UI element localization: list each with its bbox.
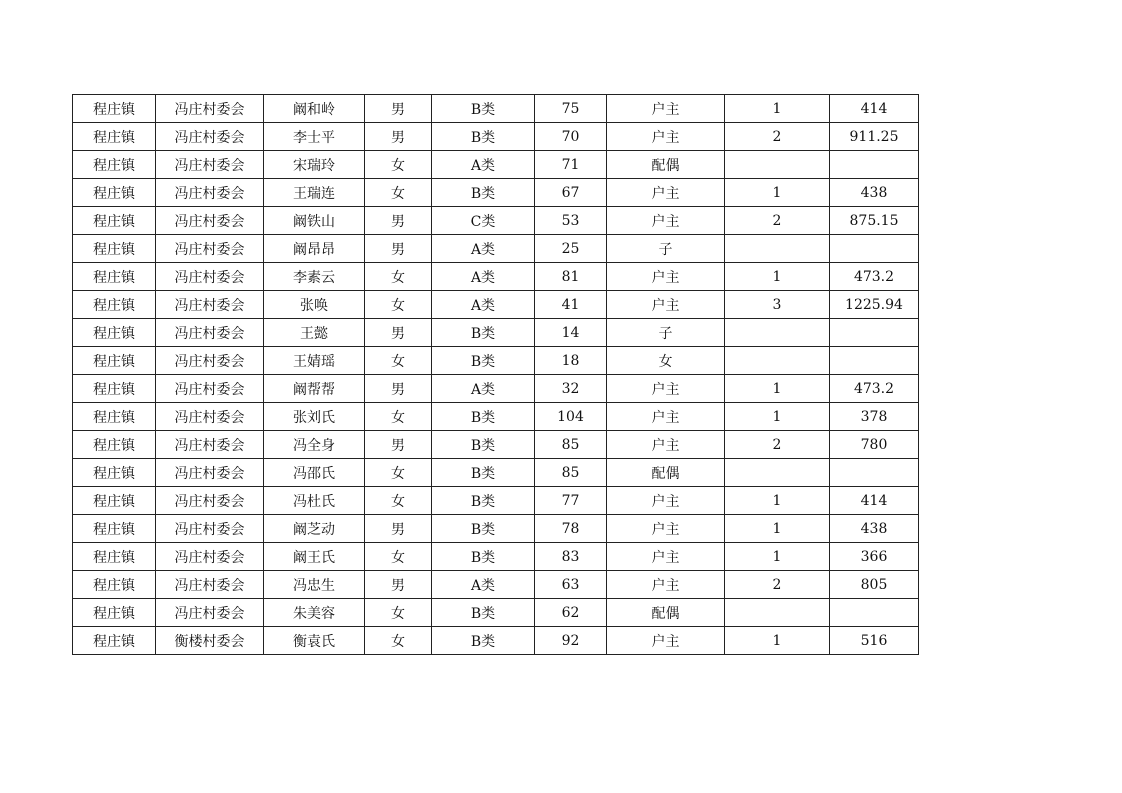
category-cell: B类 — [432, 515, 535, 543]
relation-cell: 户主 — [607, 543, 725, 571]
age-cell: 53 — [535, 207, 607, 235]
name-cell: 衡袁氏 — [264, 627, 365, 655]
age-cell: 25 — [535, 235, 607, 263]
town-cell: 程庄镇 — [73, 235, 156, 263]
amount-cell: 911.25 — [830, 123, 919, 151]
town-cell: 程庄镇 — [73, 487, 156, 515]
age-cell: 41 — [535, 291, 607, 319]
relation-cell: 户主 — [607, 431, 725, 459]
village-committee-cell: 冯庄村委会 — [156, 459, 264, 487]
name-cell: 冯邵氏 — [264, 459, 365, 487]
household-count-cell: 2 — [725, 123, 830, 151]
age-cell: 32 — [535, 375, 607, 403]
category-cell: B类 — [432, 543, 535, 571]
town-cell: 程庄镇 — [73, 571, 156, 599]
amount-cell: 438 — [830, 179, 919, 207]
town-cell: 程庄镇 — [73, 403, 156, 431]
relation-cell: 配偶 — [607, 151, 725, 179]
town-cell: 程庄镇 — [73, 179, 156, 207]
gender-cell: 男 — [365, 235, 432, 263]
gender-cell: 男 — [365, 207, 432, 235]
village-committee-cell: 冯庄村委会 — [156, 599, 264, 627]
age-cell: 83 — [535, 543, 607, 571]
category-cell: A类 — [432, 571, 535, 599]
gender-cell: 男 — [365, 123, 432, 151]
village-committee-cell: 冯庄村委会 — [156, 319, 264, 347]
name-cell: 王懿 — [264, 319, 365, 347]
table-row — [73, 627, 919, 655]
village-committee-cell: 冯庄村委会 — [156, 179, 264, 207]
table-row — [73, 431, 919, 459]
name-cell: 李素云 — [264, 263, 365, 291]
table-row — [73, 263, 919, 291]
household-count-cell: 1 — [725, 543, 830, 571]
amount-cell: 378 — [830, 403, 919, 431]
amount-cell: 473.2 — [830, 263, 919, 291]
relation-cell: 户主 — [607, 515, 725, 543]
table-row — [73, 319, 919, 347]
table-row — [73, 543, 919, 571]
table-row — [73, 207, 919, 235]
category-cell: A类 — [432, 291, 535, 319]
village-committee-cell: 冯庄村委会 — [156, 571, 264, 599]
age-cell: 85 — [535, 459, 607, 487]
gender-cell: 男 — [365, 431, 432, 459]
category-cell: B类 — [432, 123, 535, 151]
gender-cell: 女 — [365, 151, 432, 179]
table-row — [73, 599, 919, 627]
town-cell: 程庄镇 — [73, 291, 156, 319]
name-cell: 冯杜氏 — [264, 487, 365, 515]
name-cell: 阚和岭 — [264, 95, 365, 123]
amount-cell: 805 — [830, 571, 919, 599]
relation-cell: 女 — [607, 347, 725, 375]
amount-cell: 516 — [830, 627, 919, 655]
household-count-cell: 1 — [725, 487, 830, 515]
village-committee-cell: 冯庄村委会 — [156, 291, 264, 319]
age-cell: 92 — [535, 627, 607, 655]
household-count-cell — [725, 235, 830, 263]
category-cell: C类 — [432, 207, 535, 235]
category-cell: B类 — [432, 459, 535, 487]
name-cell: 李士平 — [264, 123, 365, 151]
town-cell: 程庄镇 — [73, 95, 156, 123]
category-cell: B类 — [432, 319, 535, 347]
table-row — [73, 375, 919, 403]
household-count-cell: 1 — [725, 627, 830, 655]
household-count-cell — [725, 319, 830, 347]
amount-cell: 780 — [830, 431, 919, 459]
name-cell: 阚芝动 — [264, 515, 365, 543]
age-cell: 14 — [535, 319, 607, 347]
gender-cell: 女 — [365, 543, 432, 571]
category-cell: B类 — [432, 627, 535, 655]
town-cell: 程庄镇 — [73, 515, 156, 543]
town-cell: 程庄镇 — [73, 431, 156, 459]
amount-cell: 875.15 — [830, 207, 919, 235]
relation-cell: 户主 — [607, 627, 725, 655]
village-committee-cell: 冯庄村委会 — [156, 375, 264, 403]
amount-cell — [830, 599, 919, 627]
age-cell: 63 — [535, 571, 607, 599]
age-cell: 81 — [535, 263, 607, 291]
relation-cell: 户主 — [607, 403, 725, 431]
gender-cell: 男 — [365, 375, 432, 403]
relation-cell: 户主 — [607, 123, 725, 151]
relation-cell: 户主 — [607, 95, 725, 123]
relation-cell: 配偶 — [607, 459, 725, 487]
amount-cell: 1225.94 — [830, 291, 919, 319]
gender-cell: 男 — [365, 571, 432, 599]
age-cell: 62 — [535, 599, 607, 627]
gender-cell: 女 — [365, 291, 432, 319]
gender-cell: 女 — [365, 263, 432, 291]
town-cell: 程庄镇 — [73, 543, 156, 571]
table-row — [73, 179, 919, 207]
table-row — [73, 515, 919, 543]
name-cell: 张唤 — [264, 291, 365, 319]
category-cell: B类 — [432, 599, 535, 627]
table-row — [73, 123, 919, 151]
relation-cell: 户主 — [607, 179, 725, 207]
household-count-cell: 1 — [725, 375, 830, 403]
town-cell: 程庄镇 — [73, 207, 156, 235]
gender-cell: 男 — [365, 95, 432, 123]
amount-cell: 414 — [830, 95, 919, 123]
household-count-cell: 1 — [725, 179, 830, 207]
category-cell: A类 — [432, 235, 535, 263]
age-cell: 70 — [535, 123, 607, 151]
household-count-cell: 3 — [725, 291, 830, 319]
table-row — [73, 459, 919, 487]
village-committee-cell: 冯庄村委会 — [156, 207, 264, 235]
gender-cell: 女 — [365, 599, 432, 627]
town-cell: 程庄镇 — [73, 151, 156, 179]
household-count-cell: 2 — [725, 207, 830, 235]
age-cell: 67 — [535, 179, 607, 207]
household-count-cell: 1 — [725, 95, 830, 123]
table-row — [73, 291, 919, 319]
table-row — [73, 487, 919, 515]
town-cell: 程庄镇 — [73, 375, 156, 403]
household-count-cell — [725, 599, 830, 627]
age-cell: 75 — [535, 95, 607, 123]
gender-cell: 男 — [365, 319, 432, 347]
age-cell: 104 — [535, 403, 607, 431]
relation-cell: 子 — [607, 235, 725, 263]
household-count-cell — [725, 459, 830, 487]
relation-cell: 户主 — [607, 263, 725, 291]
relation-cell: 户主 — [607, 571, 725, 599]
village-committee-cell: 冯庄村委会 — [156, 263, 264, 291]
village-committee-cell: 冯庄村委会 — [156, 151, 264, 179]
amount-cell — [830, 235, 919, 263]
table-row — [73, 235, 919, 263]
household-count-cell: 2 — [725, 431, 830, 459]
amount-cell: 366 — [830, 543, 919, 571]
relation-cell: 户主 — [607, 487, 725, 515]
relation-cell: 户主 — [607, 291, 725, 319]
name-cell: 宋瑞玲 — [264, 151, 365, 179]
town-cell: 程庄镇 — [73, 263, 156, 291]
name-cell: 朱美容 — [264, 599, 365, 627]
amount-cell — [830, 459, 919, 487]
household-count-cell: 1 — [725, 403, 830, 431]
relation-cell: 户主 — [607, 207, 725, 235]
village-committee-cell: 冯庄村委会 — [156, 123, 264, 151]
gender-cell: 女 — [365, 627, 432, 655]
village-committee-cell: 衡楼村委会 — [156, 627, 264, 655]
category-cell: B类 — [432, 487, 535, 515]
category-cell: B类 — [432, 431, 535, 459]
village-committee-cell: 冯庄村委会 — [156, 515, 264, 543]
village-committee-cell: 冯庄村委会 — [156, 431, 264, 459]
amount-cell — [830, 151, 919, 179]
category-cell: A类 — [432, 151, 535, 179]
name-cell: 王瑞连 — [264, 179, 365, 207]
category-cell: A类 — [432, 375, 535, 403]
category-cell: B类 — [432, 347, 535, 375]
data-table — [72, 94, 919, 655]
amount-cell — [830, 319, 919, 347]
town-cell: 程庄镇 — [73, 459, 156, 487]
name-cell: 阚帮帮 — [264, 375, 365, 403]
gender-cell: 女 — [365, 403, 432, 431]
town-cell: 程庄镇 — [73, 627, 156, 655]
age-cell: 18 — [535, 347, 607, 375]
name-cell: 阚铁山 — [264, 207, 365, 235]
age-cell: 85 — [535, 431, 607, 459]
village-committee-cell: 冯庄村委会 — [156, 95, 264, 123]
name-cell: 张刘氏 — [264, 403, 365, 431]
village-committee-cell: 冯庄村委会 — [156, 403, 264, 431]
village-committee-cell: 冯庄村委会 — [156, 347, 264, 375]
category-cell: A类 — [432, 263, 535, 291]
gender-cell: 女 — [365, 179, 432, 207]
amount-cell: 438 — [830, 515, 919, 543]
household-count-cell: 1 — [725, 515, 830, 543]
gender-cell: 女 — [365, 459, 432, 487]
gender-cell: 男 — [365, 515, 432, 543]
village-committee-cell: 冯庄村委会 — [156, 235, 264, 263]
relation-cell: 子 — [607, 319, 725, 347]
category-cell: B类 — [432, 403, 535, 431]
household-count-cell — [725, 151, 830, 179]
name-cell: 王婧瑶 — [264, 347, 365, 375]
amount-cell — [830, 347, 919, 375]
age-cell: 78 — [535, 515, 607, 543]
name-cell: 阚王氏 — [264, 543, 365, 571]
category-cell: B类 — [432, 95, 535, 123]
table-row — [73, 571, 919, 599]
household-count-cell: 1 — [725, 263, 830, 291]
household-count-cell: 2 — [725, 571, 830, 599]
table-row — [73, 151, 919, 179]
amount-cell: 414 — [830, 487, 919, 515]
name-cell: 冯忠生 — [264, 571, 365, 599]
name-cell: 阚昂昂 — [264, 235, 365, 263]
age-cell: 77 — [535, 487, 607, 515]
gender-cell: 女 — [365, 487, 432, 515]
village-committee-cell: 冯庄村委会 — [156, 487, 264, 515]
relation-cell: 户主 — [607, 375, 725, 403]
name-cell: 冯全身 — [264, 431, 365, 459]
relation-cell: 配偶 — [607, 599, 725, 627]
table-row — [73, 347, 919, 375]
table-body — [73, 95, 919, 655]
town-cell: 程庄镇 — [73, 347, 156, 375]
town-cell: 程庄镇 — [73, 599, 156, 627]
amount-cell: 473.2 — [830, 375, 919, 403]
table-row — [73, 95, 919, 123]
table-row — [73, 403, 919, 431]
gender-cell: 女 — [365, 347, 432, 375]
village-committee-cell: 冯庄村委会 — [156, 543, 264, 571]
household-count-cell — [725, 347, 830, 375]
age-cell: 71 — [535, 151, 607, 179]
category-cell: B类 — [432, 179, 535, 207]
town-cell: 程庄镇 — [73, 319, 156, 347]
town-cell: 程庄镇 — [73, 123, 156, 151]
